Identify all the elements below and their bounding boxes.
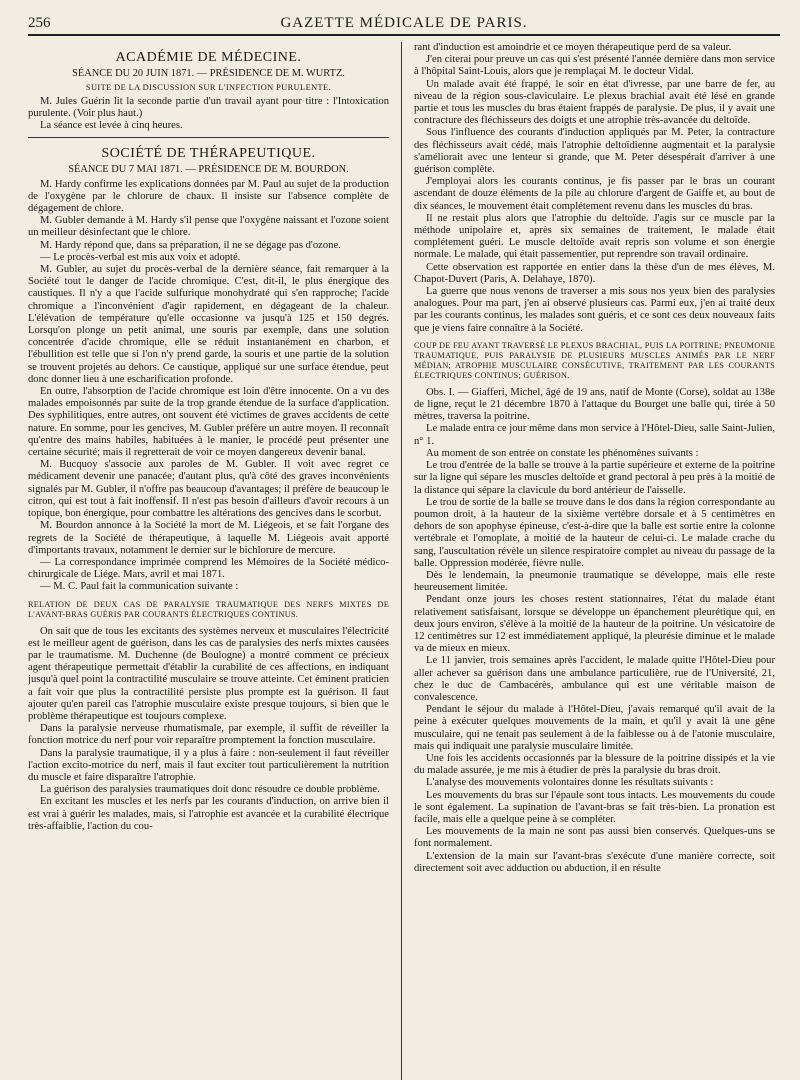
societe-title: SOCIÉTÉ DE THÉRAPEUTIQUE. bbox=[101, 145, 316, 161]
columns bbox=[28, 42, 780, 1080]
paragraph: M. Bourdon annonce à la Société la mort de M. Liégeois, et se fait l'organe des regrets de la Société de thérapeutique, à laquelle M. Liégeois avait apporté d'importants travaux, notamment le dernier sur le bichlorure de mercure. bbox=[28, 520, 389, 556]
paragraph: M. Bucquoy s'associe aux paroles de M. Gubler. Il voit avec regret ce médicament devenir une panacée; d'autant plus, qu'à côté des graves inconvénients signalés par M. Gubler, il n'offre pas beaucoup d'avantages; il préfère de beaucoup le citron, qui est tout à fait inoffensif. Il n'est pas besoin d'ailleurs d'avoir recours à un topique, bon énergique, pour combattre les altérations des gencives dans le scorbut. bbox=[28, 459, 389, 520]
paragraph: Une fois les accidents occasionnés par la blessure de la poitrine dissipés et la vie du malade assurée, je me mis à étudier de près la paralysie du bras droit. bbox=[414, 752, 775, 777]
societe-session: SÉANCE DU 7 MAI 1871. — PRÉSIDENCE DE M. BOURDON. bbox=[68, 163, 349, 175]
right-column bbox=[406, 42, 775, 1080]
paragraph: M. Gubler, au sujet du procès-verbal de la dernière séance, fait remarquer à la Société tout le danger de l'acide chromique. C'est, dit-il, le plus énergique des caustiques. Il n'y a que l'acide sulfurique monohydraté qui s'en rapproche; l'acide chromique a l'inconvénient d'agir rapidement, en dégageant de la chaleur. L'élévation de température qu'elle occasionne va jusqu'à 125 et 150 degrés. Lorsqu'on plonge un petit animal, une souris par exemple, dans une solution concentrée d'acide chromique, elle se réduit instantanément en charbon, et l'ébullition est telle que si l'on n'y prend garde, la souris et une partie de la solution se trouvent projetés au dehors. Ce caustique, appliqué sur une surface étendue, peut donc donner lieu à une escharification profonde. bbox=[28, 264, 389, 385]
paragraph: Cette observation est rapportée en entier dans la thèse d'un de mes élèves, M. Chapot-Duvert (Paris, A. Delahaye, 1870). bbox=[414, 261, 775, 285]
paragraph: La guérison des paralysies traumatiques doit donc résoudre ce double problème. bbox=[40, 784, 380, 796]
paragraph: rant d'induction est amoindrie et ce moyen thérapeutique perd de sa valeur. bbox=[414, 42, 732, 53]
paragraph: Pendant onze jours les choses restent stationnaires, l'état du malade étant relativement satisfaisant, lorsque se développe un épanchement pleurétique qui, en deux jours environ, s'élève à la moitié de la hauteur de la poitrine. Un vésicatoire de 12 centimètres sur 12 est immédiatement appliqué, la pleurésie diminue et le malade va de mieux en mieux. bbox=[414, 594, 775, 655]
paragraph: La séance est levée à cinq heures. bbox=[40, 120, 183, 132]
paragraph: M. Hardy confirme les explications données par M. Paul au sujet de la production de l'oxygène par le chlorure de chaux. Il insiste sur l'absence complète de dégagement de chlore. bbox=[28, 178, 389, 215]
paragraph: Au moment de son entrée on constate les phénomènes suivants : bbox=[426, 447, 699, 459]
paragraph: Un malade avait été frappé, le soir en état d'ivresse, par une barre de fer, au niveau de la région sous-claviculaire. Le plexus brachial avait été lésé en grande partie et tous les muscles du bras étaient frappés de paralysie. De plus, il y avait une contracture des fléchisseurs des doigts et une atrophie très-avancée du deltoïde. bbox=[414, 78, 775, 127]
paragraph: M. Hardy répond que, dans sa préparation, il ne se dégage pas d'ozone. bbox=[40, 239, 341, 251]
observation-title: COUP DE FEU AYANT TRAVERSÉ LE PLEXUS BRACHIAL, PUIS LA POITRINE; PNEUMONIE TRAUMATIQUE, PUIS PARALYSIE DE PLUSIEURS MUSCLES ANIMÉS PAR LE NERF MÉDIAN; ATROPHIE MUSCULAIRE CONSÉCUTIVE, TRAITEMENT PAR LES COURANTS ÉLECTRIQUES CONTINUS; GUÉRISON. bbox=[414, 340, 775, 380]
paragraph: J'employai alors les courants continus, je fis passer par le bras un courant ascendant de douze éléments de la pile au chlorure d'argent de Gaiffe et, au bout de dix séances, le mouvement était complétement revenu dans les muscles du bras. bbox=[414, 176, 775, 212]
paragraph: Pendant le séjour du malade à l'Hôtel-Dieu, j'avais remarqué qu'il avait de la peine à exécuter quelques mouvements de la main, et qu'il y avait là une gêne musculaire, qui ne tenait pas seulement à de la faiblesse ou à de l'atonie musculaire, mais qui indiquait une paralysie musculaire limitée. bbox=[414, 704, 775, 752]
paragraph: Les mouvements du bras sur l'épaule sont tous intacts. Les mouvements du coude le sont également. La supination de l'avant-bras se fait très-bien. La pronation est facile, mais elle a quelque peine à se compléter. bbox=[414, 789, 775, 825]
paragraph: Dès le lendemain, la pneumonie traumatique se développe, mais elle reste heureusement limitée. bbox=[414, 569, 775, 594]
paragraph: — La correspondance imprimée comprend les Mémoires de la Société médico-chirurgicale de Liége. Mars, avril et mai 1871. bbox=[28, 556, 389, 581]
paragraph: M. Gubler demande à M. Hardy s'il pense que l'oxygène naissant et l'ozone soient un meilleur désinfectant que le chlore. bbox=[28, 215, 389, 239]
paragraph: Le 11 janvier, trois semaines après l'accident, le malade quitte l'Hôtel-Dieu pour aller achever sa guérison dans une ambulance particulière, rue de l'Université, 21, chez le duc de Cambacérès, ambulance qui est une véritable maison de convalescence. bbox=[414, 655, 775, 703]
academie-session: SÉANCE DU 20 JUIN 1871. — PRÉSIDENCE DE M. WURTZ. bbox=[72, 68, 345, 79]
paragraph: En outre, l'absorption de l'acide chromique est loin d'être innocente. On a vu des malades empoisonnés par suite de la trop grande étendue de la surface d'application. Des syphilitiques, entre autres, ont souvent été victimes de graves accidents de cette nature. En somme, pour les gencives, M. Gubler préfère un autre moyen. Il reconnaît qu'entre des mains habiles, habituées à le manier, le procédé peut présenter une certaine sécurité; mais il regretterait de voir ce moyen dangereux devenir banal. bbox=[28, 386, 389, 459]
paragraph: Sous l'influence des courants d'induction appliqués par M. Peter, la contracture des fléchisseurs avait cédé, mais l'atrophie deltoïdienne augmentait et la paralysie s'améliorait avec une lenteur si grande, que M. Peter désespérait d'arriver à une guérison complète. bbox=[414, 127, 775, 176]
left-column bbox=[28, 42, 397, 1080]
journal-title: GAZETTE MÉDICALE DE PARIS. bbox=[280, 15, 528, 31]
paragraph: Dans la paralysie nerveuse rhumatismale, par exemple, il suffit de réveiller la fonction motrice du nerf pour voir reparaître promptement la fonction musculaire. bbox=[28, 723, 389, 747]
paragraph: M. Jules Guérin lit la seconde partie d'un travail ayant pour titre : l'Intoxication purulente. (Voir plus haut.) bbox=[28, 96, 389, 120]
section-divider bbox=[28, 137, 389, 138]
paragraph: — M. C. Paul fait la communication suivante : bbox=[40, 581, 239, 593]
paragraph: Il ne restait plus alors que l'atrophie du deltoïde. J'agis sur ce muscle par la méthode unipolaire et, après six semaines de traitement, le malade était complétement guéri. Le muscle deltoïde avait repris son volume et son énergie normale. Le malade, qui était passementier, put reprendre son travail ordinaire. bbox=[414, 212, 775, 261]
page-header bbox=[28, 10, 780, 36]
report-title: RELATION DE DEUX CAS DE PARALYSIE TRAUMATIQUE DES NERFS MIXTES DE L'AVANT-BRAS GUÉRIS PAR COURANTS ÉLECTRIQUES CONTINUS. bbox=[28, 599, 389, 619]
page-number: 256 bbox=[28, 15, 51, 31]
paragraph: — Le procès-verbal est mis aux voix et adopté. bbox=[40, 251, 241, 263]
paragraph: Obs. I. — Giafferi, Michel, âgé de 19 ans, natif de Monte (Corse), soldat au 138e de ligne, reçut le 21 décembre 1870 à l'attaque du Bourget une balle qui, tirée à 50 mètres, traversa la poitrine. bbox=[414, 386, 775, 423]
paragraph: L'analyse des mouvements volontaires donne les résultats suivants : bbox=[426, 777, 714, 789]
paragraph: En excitant les muscles et les nerfs par les courants d'induction, on arrive bien il est vrai à guérir les malades, mais, si l'atrophie est avancée et la curabilité électrique très-affaiblie, l'action du cou- bbox=[28, 796, 389, 832]
paragraph: J'en citerai pour preuve un cas qui s'est présenté l'année dernière dans mon service à l'hôpital Saint-Louis, alors que je remplaçai M. le docteur Vidal. bbox=[414, 54, 775, 78]
paragraph: Le trou de sortie de la balle se trouve dans le dos dans la région correspondante au poumon droit, à la hauteur de la sixième vertèbre dorsale et à 5 centimètres en dehors de son apophyse épineuse, c'est-à-dire que la balle est sortie entre la colonne vertébrale et l'omoplate, à moitié de la hauteur de celui-ci. Le malade crache du sang, l'auscultation révèle un silence respiratoire complet au niveau du passage de la balle. Oppression modérée, fièvre nulle. bbox=[414, 496, 775, 569]
paragraph: L'extension de la main sur l'avant-bras s'exécute d'une manière correcte, soit directement soit avec adduction ou abduction, il en résulte bbox=[414, 850, 775, 874]
paragraph: La guerre que nous venons de traverser a mis sous nos yeux bien des paralysies analogues. Pour ma part, j'en ai observé plusieurs cas. Parmi eux, j'en ai traité deux par les courants continus, les malades sont guéris, et ce sont ces deux nouveaux faits que je viens faire connaître à la Société. bbox=[414, 286, 775, 334]
academie-subtitle: SUITE DE LA DISCUSSION SUR L'INFECTION PURULENTE. bbox=[85, 83, 332, 92]
academie-title: ACADÉMIE DE MÉDECINE. bbox=[115, 50, 302, 65]
paragraph: On sait que de tous les excitants des systèmes nerveux et musculaires l'électricité est le meilleur agent de guérison, dans les cas de paralysies des nerfs mixtes causées par le traumatisme. M. Duchenne (de Boulogne) a montré comment ce précieux agent thérapeutique permettait d'établir la curabilité de ces affections, en indiquant jusqu'à quel point la contractilité musculaire se trouve atteinte. Cet éminent praticien a fait voir que plus la contractilité persiste plus prompte est la guérison. Il faut ajouter qu'en pareil cas l'atrophie musculaire existe presque toujours, si bien que le problème thérapeutique est toujours complexe. bbox=[28, 625, 389, 722]
column-divider bbox=[401, 42, 402, 1080]
paragraph: Le malade entra ce jour même dans mon service à l'Hôtel-Dieu, salle Saint-Julien, n° 1. bbox=[414, 423, 775, 447]
paragraph: Dans la paralysie traumatique, il y a plus à faire : non-seulement il faut réveiller l'action excito-motrice du nerf, mais il faut exciter tout particulièrement la nutrition du muscle et faire disparaître l'atrophie. bbox=[28, 747, 389, 783]
paragraph: Les mouvements de la main ne sont pas aussi bien conservés. Quelques-uns se font normalement. bbox=[414, 826, 775, 850]
paragraph: Le trou d'entrée de la balle se trouve à la partie supérieure et externe de la poitrine sur la ligne qui sépare les muscles deltoïde et grand pectoral à peu près à la moitié de la distance qui sépare la clavicule du bord antérieur de l'aisselle. bbox=[414, 460, 775, 496]
